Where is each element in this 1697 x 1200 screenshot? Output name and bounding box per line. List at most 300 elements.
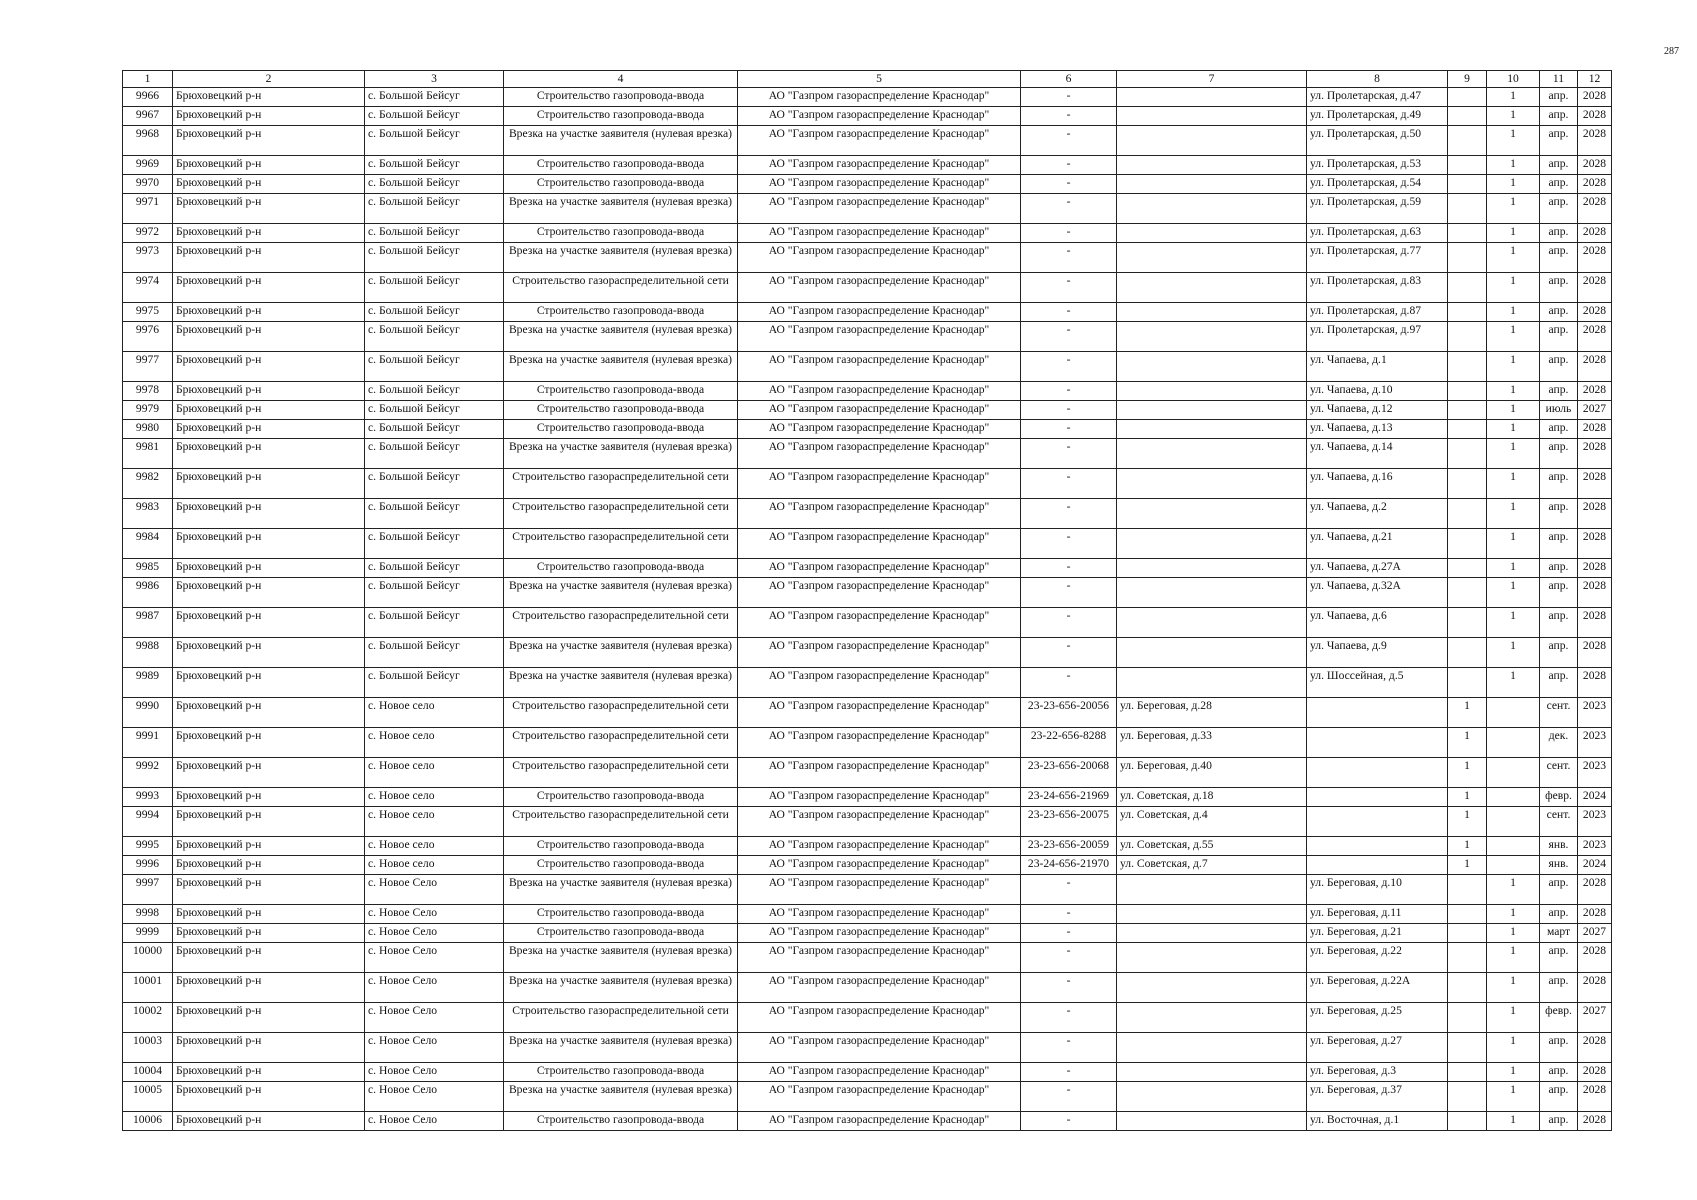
work-type-cell: Строительство газопровода-ввода xyxy=(504,107,738,126)
work-type-cell: Врезка на участке заявителя (нулевая врезка) xyxy=(504,578,738,608)
month-cell: апр. xyxy=(1540,529,1578,559)
work-type-cell: Строительство газораспределительной сети xyxy=(504,499,738,529)
work-type-cell: Строительство газораспределительной сети xyxy=(504,529,738,559)
work-type-cell: Врезка на участке заявителя (нулевая врезка) xyxy=(504,194,738,224)
count-alt-cell: 1 xyxy=(1487,322,1540,352)
table-row xyxy=(123,107,1612,126)
month-cell: сент. xyxy=(1540,698,1578,728)
month-cell: апр. xyxy=(1540,1082,1578,1112)
address-alt-cell: ул. Береговая, д.10 xyxy=(1307,875,1448,905)
district-cell: Брюховецкий р-н xyxy=(173,788,365,807)
district-cell: Брюховецкий р-н xyxy=(173,224,365,243)
row-number: 9984 xyxy=(123,529,173,559)
address-cell: ул. Береговая, д.40 xyxy=(1117,758,1307,788)
count-cell xyxy=(1448,973,1487,1003)
count-alt-cell: 1 xyxy=(1487,578,1540,608)
settlement-cell: с. Большой Бейсуг xyxy=(365,439,504,469)
address-cell xyxy=(1117,943,1307,973)
count-alt-cell: 1 xyxy=(1487,156,1540,175)
address-cell xyxy=(1117,107,1307,126)
month-cell: апр. xyxy=(1540,875,1578,905)
settlement-cell: с. Большой Бейсуг xyxy=(365,608,504,638)
year-cell: 2023 xyxy=(1578,698,1612,728)
month-cell: апр. xyxy=(1540,382,1578,401)
count-cell xyxy=(1448,1112,1487,1131)
settlement-cell: с. Новое село xyxy=(365,807,504,837)
work-type-cell: Врезка на участке заявителя (нулевая врезка) xyxy=(504,668,738,698)
address-cell xyxy=(1117,973,1307,1003)
count-cell xyxy=(1448,303,1487,322)
table-row xyxy=(123,156,1612,175)
table-row xyxy=(123,807,1612,837)
address-alt-cell: ул. Береговая, д.22 xyxy=(1307,943,1448,973)
col-header: 1 xyxy=(123,71,173,88)
count-alt-cell: 1 xyxy=(1487,194,1540,224)
application-number-cell: 23-23-656-20075 xyxy=(1021,807,1117,837)
organization-cell: АО "Газпром газораспределение Краснодар" xyxy=(738,578,1021,608)
row-number: 9996 xyxy=(123,856,173,875)
month-cell: апр. xyxy=(1540,194,1578,224)
address-cell xyxy=(1117,194,1307,224)
work-type-cell: Строительство газораспределительной сети xyxy=(504,728,738,758)
col-header: 7 xyxy=(1117,71,1307,88)
settlement-cell: с. Большой Бейсуг xyxy=(365,420,504,439)
district-cell: Брюховецкий р-н xyxy=(173,439,365,469)
settlement-cell: с. Большой Бейсуг xyxy=(365,322,504,352)
table-row xyxy=(123,905,1612,924)
row-number: 10001 xyxy=(123,973,173,1003)
address-cell xyxy=(1117,608,1307,638)
district-cell: Брюховецкий р-н xyxy=(173,1082,365,1112)
work-type-cell: Строительство газопровода-ввода xyxy=(504,382,738,401)
address-cell xyxy=(1117,303,1307,322)
year-cell: 2023 xyxy=(1578,807,1612,837)
district-cell: Брюховецкий р-н xyxy=(173,1063,365,1082)
organization-cell: АО "Газпром газораспределение Краснодар" xyxy=(738,1033,1021,1063)
settlement-cell: с. Большой Бейсуг xyxy=(365,401,504,420)
work-type-cell: Врезка на участке заявителя (нулевая врезка) xyxy=(504,943,738,973)
settlement-cell: с. Новое село xyxy=(365,698,504,728)
year-cell: 2028 xyxy=(1578,156,1612,175)
month-cell: апр. xyxy=(1540,420,1578,439)
month-cell: апр. xyxy=(1540,175,1578,194)
row-number: 9968 xyxy=(123,126,173,156)
settlement-cell: с. Большой Бейсуг xyxy=(365,194,504,224)
count-cell xyxy=(1448,559,1487,578)
organization-cell: АО "Газпром газораспределение Краснодар" xyxy=(738,559,1021,578)
year-cell: 2023 xyxy=(1578,758,1612,788)
count-alt-cell: 1 xyxy=(1487,420,1540,439)
address-alt-cell xyxy=(1307,788,1448,807)
address-alt-cell: ул. Пролетарская, д.83 xyxy=(1307,273,1448,303)
month-cell: февр. xyxy=(1540,1003,1578,1033)
application-number-cell: 23-24-656-21970 xyxy=(1021,856,1117,875)
district-cell: Брюховецкий р-н xyxy=(173,529,365,559)
settlement-cell: с. Новое Село xyxy=(365,1112,504,1131)
work-type-cell: Врезка на участке заявителя (нулевая врезка) xyxy=(504,638,738,668)
district-cell: Брюховецкий р-н xyxy=(173,638,365,668)
table-row xyxy=(123,856,1612,875)
address-alt-cell: ул. Береговая, д.22А xyxy=(1307,973,1448,1003)
count-alt-cell: 1 xyxy=(1487,1082,1540,1112)
year-cell: 2028 xyxy=(1578,578,1612,608)
district-cell: Брюховецкий р-н xyxy=(173,668,365,698)
organization-cell: АО "Газпром газораспределение Краснодар" xyxy=(738,638,1021,668)
address-alt-cell xyxy=(1307,758,1448,788)
count-alt-cell: 1 xyxy=(1487,905,1540,924)
application-number-cell: - xyxy=(1021,529,1117,559)
count-cell xyxy=(1448,943,1487,973)
application-number-cell: - xyxy=(1021,224,1117,243)
address-alt-cell: ул. Чапаева, д.2 xyxy=(1307,499,1448,529)
work-type-cell: Строительство газопровода-ввода xyxy=(504,88,738,107)
address-cell xyxy=(1117,469,1307,499)
work-type-cell: Врезка на участке заявителя (нулевая врезка) xyxy=(504,439,738,469)
count-cell xyxy=(1448,352,1487,382)
count-alt-cell: 1 xyxy=(1487,243,1540,273)
month-cell: апр. xyxy=(1540,973,1578,1003)
col-header: 11 xyxy=(1540,71,1578,88)
application-number-cell: - xyxy=(1021,668,1117,698)
count-alt-cell: 1 xyxy=(1487,943,1540,973)
row-number: 9982 xyxy=(123,469,173,499)
year-cell: 2023 xyxy=(1578,837,1612,856)
address-alt-cell: ул. Пролетарская, д.59 xyxy=(1307,194,1448,224)
address-alt-cell: ул. Чапаева, д.10 xyxy=(1307,382,1448,401)
organization-cell: АО "Газпром газораспределение Краснодар" xyxy=(738,875,1021,905)
address-cell: ул. Береговая, д.28 xyxy=(1117,698,1307,728)
year-cell: 2028 xyxy=(1578,322,1612,352)
table-row xyxy=(123,175,1612,194)
row-number: 9991 xyxy=(123,728,173,758)
address-cell xyxy=(1117,175,1307,194)
table-body xyxy=(123,88,1612,1131)
settlement-cell: с. Большой Бейсуг xyxy=(365,382,504,401)
month-cell: апр. xyxy=(1540,1112,1578,1131)
table-row xyxy=(123,1112,1612,1131)
row-number: 10006 xyxy=(123,1112,173,1131)
organization-cell: АО "Газпром газораспределение Краснодар" xyxy=(738,401,1021,420)
table-row xyxy=(123,420,1612,439)
count-alt-cell: 1 xyxy=(1487,529,1540,559)
row-number: 9972 xyxy=(123,224,173,243)
year-cell: 2028 xyxy=(1578,559,1612,578)
application-number-cell: - xyxy=(1021,382,1117,401)
application-number-cell: - xyxy=(1021,273,1117,303)
application-number-cell: - xyxy=(1021,420,1117,439)
count-alt-cell: 1 xyxy=(1487,973,1540,1003)
row-number: 9997 xyxy=(123,875,173,905)
settlement-cell: с. Новое село xyxy=(365,856,504,875)
col-header: 10 xyxy=(1487,71,1540,88)
year-cell: 2028 xyxy=(1578,499,1612,529)
table-row xyxy=(123,499,1612,529)
settlement-cell: с. Новое Село xyxy=(365,1063,504,1082)
count-alt-cell: 1 xyxy=(1487,401,1540,420)
settlement-cell: с. Новое Село xyxy=(365,905,504,924)
year-cell: 2028 xyxy=(1578,224,1612,243)
count-cell xyxy=(1448,529,1487,559)
address-cell xyxy=(1117,924,1307,943)
month-cell: апр. xyxy=(1540,322,1578,352)
work-type-cell: Врезка на участке заявителя (нулевая врезка) xyxy=(504,243,738,273)
table-row xyxy=(123,322,1612,352)
address-alt-cell: ул. Пролетарская, д.77 xyxy=(1307,243,1448,273)
count-cell xyxy=(1448,439,1487,469)
district-cell: Брюховецкий р-н xyxy=(173,1112,365,1131)
row-number: 9990 xyxy=(123,698,173,728)
row-number: 9987 xyxy=(123,608,173,638)
application-number-cell: - xyxy=(1021,156,1117,175)
organization-cell: АО "Газпром газораспределение Краснодар" xyxy=(738,439,1021,469)
application-number-cell: - xyxy=(1021,469,1117,499)
application-number-cell: - xyxy=(1021,499,1117,529)
month-cell: апр. xyxy=(1540,126,1578,156)
count-alt-cell xyxy=(1487,837,1540,856)
table-row xyxy=(123,578,1612,608)
organization-cell: АО "Газпром газораспределение Краснодар" xyxy=(738,1112,1021,1131)
count-alt-cell: 1 xyxy=(1487,224,1540,243)
address-cell xyxy=(1117,273,1307,303)
month-cell: март xyxy=(1540,924,1578,943)
count-cell xyxy=(1448,499,1487,529)
application-number-cell: 23-23-656-20059 xyxy=(1021,837,1117,856)
table-row xyxy=(123,1082,1612,1112)
year-cell: 2028 xyxy=(1578,668,1612,698)
organization-cell: АО "Газпром газораспределение Краснодар" xyxy=(738,943,1021,973)
count-alt-cell: 1 xyxy=(1487,1112,1540,1131)
address-alt-cell: ул. Пролетарская, д.63 xyxy=(1307,224,1448,243)
work-type-cell: Строительство газопровода-ввода xyxy=(504,837,738,856)
application-number-cell: - xyxy=(1021,559,1117,578)
address-cell xyxy=(1117,439,1307,469)
district-cell: Брюховецкий р-н xyxy=(173,420,365,439)
address-alt-cell: ул. Чапаева, д.13 xyxy=(1307,420,1448,439)
district-cell: Брюховецкий р-н xyxy=(173,758,365,788)
count-cell xyxy=(1448,126,1487,156)
address-cell xyxy=(1117,88,1307,107)
address-cell: ул. Береговая, д.33 xyxy=(1117,728,1307,758)
address-cell xyxy=(1117,420,1307,439)
settlement-cell: с. Новое Село xyxy=(365,1003,504,1033)
address-cell xyxy=(1117,559,1307,578)
organization-cell: АО "Газпром газораспределение Краснодар" xyxy=(738,728,1021,758)
count-cell xyxy=(1448,608,1487,638)
address-cell xyxy=(1117,352,1307,382)
year-cell: 2028 xyxy=(1578,638,1612,668)
application-number-cell: - xyxy=(1021,401,1117,420)
month-cell: апр. xyxy=(1540,156,1578,175)
organization-cell: АО "Газпром газораспределение Краснодар" xyxy=(738,420,1021,439)
row-number: 9966 xyxy=(123,88,173,107)
organization-cell: АО "Газпром газораспределение Краснодар" xyxy=(738,224,1021,243)
address-cell: ул. Советская, д.4 xyxy=(1117,807,1307,837)
application-number-cell: - xyxy=(1021,126,1117,156)
year-cell: 2028 xyxy=(1578,973,1612,1003)
application-number-cell: - xyxy=(1021,107,1117,126)
work-type-cell: Строительство газопровода-ввода xyxy=(504,156,738,175)
table-row xyxy=(123,194,1612,224)
count-cell xyxy=(1448,401,1487,420)
organization-cell: АО "Газпром газораспределение Краснодар" xyxy=(738,807,1021,837)
organization-cell: АО "Газпром газораспределение Краснодар" xyxy=(738,788,1021,807)
address-alt-cell: ул. Пролетарская, д.47 xyxy=(1307,88,1448,107)
row-number: 9979 xyxy=(123,401,173,420)
settlement-cell: с. Новое село xyxy=(365,758,504,788)
settlement-cell: с. Новое село xyxy=(365,837,504,856)
row-number: 9967 xyxy=(123,107,173,126)
table-row xyxy=(123,608,1612,638)
month-cell: янв. xyxy=(1540,837,1578,856)
address-cell xyxy=(1117,126,1307,156)
count-alt-cell: 1 xyxy=(1487,1063,1540,1082)
table-row xyxy=(123,728,1612,758)
settlement-cell: с. Большой Бейсуг xyxy=(365,126,504,156)
header-row xyxy=(123,71,1612,88)
table-row xyxy=(123,529,1612,559)
organization-cell: АО "Газпром газораспределение Краснодар" xyxy=(738,175,1021,194)
application-number-cell: - xyxy=(1021,439,1117,469)
settlement-cell: с. Большой Бейсуг xyxy=(365,243,504,273)
table-row xyxy=(123,668,1612,698)
address-cell xyxy=(1117,499,1307,529)
year-cell: 2027 xyxy=(1578,401,1612,420)
address-alt-cell: ул. Пролетарская, д.53 xyxy=(1307,156,1448,175)
district-cell: Брюховецкий р-н xyxy=(173,273,365,303)
count-cell xyxy=(1448,194,1487,224)
table-row xyxy=(123,439,1612,469)
address-cell xyxy=(1117,156,1307,175)
settlement-cell: с. Большой Бейсуг xyxy=(365,303,504,322)
count-alt-cell: 1 xyxy=(1487,107,1540,126)
month-cell: дек. xyxy=(1540,728,1578,758)
count-cell: 1 xyxy=(1448,788,1487,807)
organization-cell: АО "Газпром газораспределение Краснодар" xyxy=(738,905,1021,924)
table-row xyxy=(123,875,1612,905)
address-alt-cell: ул. Чапаева, д.12 xyxy=(1307,401,1448,420)
work-type-cell: Строительство газораспределительной сети xyxy=(504,469,738,499)
district-cell: Брюховецкий р-н xyxy=(173,943,365,973)
year-cell: 2028 xyxy=(1578,107,1612,126)
year-cell: 2028 xyxy=(1578,273,1612,303)
settlement-cell: с. Новое село xyxy=(365,728,504,758)
month-cell: апр. xyxy=(1540,1063,1578,1082)
district-cell: Брюховецкий р-н xyxy=(173,382,365,401)
month-cell: апр. xyxy=(1540,352,1578,382)
row-number: 9981 xyxy=(123,439,173,469)
month-cell: апр. xyxy=(1540,88,1578,107)
count-cell xyxy=(1448,224,1487,243)
district-cell: Брюховецкий р-н xyxy=(173,973,365,1003)
application-number-cell: - xyxy=(1021,578,1117,608)
address-alt-cell: ул. Чапаева, д.14 xyxy=(1307,439,1448,469)
table-row xyxy=(123,837,1612,856)
district-cell: Брюховецкий р-н xyxy=(173,126,365,156)
year-cell: 2028 xyxy=(1578,194,1612,224)
row-number: 9977 xyxy=(123,352,173,382)
address-cell xyxy=(1117,668,1307,698)
row-number: 9973 xyxy=(123,243,173,273)
settlement-cell: с. Большой Бейсуг xyxy=(365,529,504,559)
address-alt-cell: ул. Пролетарская, д.50 xyxy=(1307,126,1448,156)
year-cell: 2028 xyxy=(1578,382,1612,401)
row-number: 9998 xyxy=(123,905,173,924)
work-type-cell: Строительство газораспределительной сети xyxy=(504,1003,738,1033)
organization-cell: АО "Газпром газораспределение Краснодар" xyxy=(738,243,1021,273)
count-alt-cell: 1 xyxy=(1487,638,1540,668)
application-number-cell: - xyxy=(1021,1082,1117,1112)
count-alt-cell: 1 xyxy=(1487,499,1540,529)
row-number: 10003 xyxy=(123,1033,173,1063)
settlement-cell: с. Большой Бейсуг xyxy=(365,88,504,107)
table-row xyxy=(123,352,1612,382)
count-alt-cell: 1 xyxy=(1487,924,1540,943)
address-alt-cell: ул. Пролетарская, д.49 xyxy=(1307,107,1448,126)
count-cell xyxy=(1448,175,1487,194)
count-cell xyxy=(1448,88,1487,107)
row-number: 9970 xyxy=(123,175,173,194)
address-cell xyxy=(1117,224,1307,243)
count-cell xyxy=(1448,1033,1487,1063)
address-alt-cell: ул. Чапаева, д.1 xyxy=(1307,352,1448,382)
organization-cell: АО "Газпром газораспределение Краснодар" xyxy=(738,1082,1021,1112)
count-alt-cell: 1 xyxy=(1487,126,1540,156)
month-cell: апр. xyxy=(1540,469,1578,499)
count-alt-cell: 1 xyxy=(1487,1003,1540,1033)
work-type-cell: Строительство газораспределительной сети xyxy=(504,698,738,728)
table-row xyxy=(123,88,1612,107)
organization-cell: АО "Газпром газораспределение Краснодар" xyxy=(738,88,1021,107)
count-alt-cell xyxy=(1487,758,1540,788)
count-cell: 1 xyxy=(1448,758,1487,788)
month-cell: янв. xyxy=(1540,856,1578,875)
settlement-cell: с. Новое Село xyxy=(365,875,504,905)
year-cell: 2024 xyxy=(1578,856,1612,875)
address-cell xyxy=(1117,905,1307,924)
district-cell: Брюховецкий р-н xyxy=(173,194,365,224)
col-header: 8 xyxy=(1307,71,1448,88)
address-alt-cell: ул. Чапаева, д.6 xyxy=(1307,608,1448,638)
application-number-cell: 23-22-656-8288 xyxy=(1021,728,1117,758)
table-row xyxy=(123,126,1612,156)
application-number-cell: 23-23-656-20056 xyxy=(1021,698,1117,728)
count-alt-cell: 1 xyxy=(1487,469,1540,499)
col-header: 6 xyxy=(1021,71,1117,88)
organization-cell: АО "Газпром газораспределение Краснодар" xyxy=(738,1003,1021,1033)
address-alt-cell: ул. Шоссейная, д.5 xyxy=(1307,668,1448,698)
row-number: 10005 xyxy=(123,1082,173,1112)
settlement-cell: с. Большой Бейсуг xyxy=(365,107,504,126)
organization-cell: АО "Газпром газораспределение Краснодар" xyxy=(738,668,1021,698)
table-row xyxy=(123,1063,1612,1082)
settlement-cell: с. Большой Бейсуг xyxy=(365,668,504,698)
settlement-cell: с. Новое Село xyxy=(365,1082,504,1112)
month-cell: сент. xyxy=(1540,807,1578,837)
month-cell: апр. xyxy=(1540,608,1578,638)
col-header: 4 xyxy=(504,71,738,88)
address-cell: ул. Советская, д.7 xyxy=(1117,856,1307,875)
col-header: 2 xyxy=(173,71,365,88)
year-cell: 2028 xyxy=(1578,439,1612,469)
table-row xyxy=(123,943,1612,973)
work-type-cell: Врезка на участке заявителя (нулевая врезка) xyxy=(504,875,738,905)
row-number: 9995 xyxy=(123,837,173,856)
work-type-cell: Врезка на участке заявителя (нулевая врезка) xyxy=(504,1082,738,1112)
settlement-cell: с. Большой Бейсуг xyxy=(365,499,504,529)
organization-cell: АО "Газпром газораспределение Краснодар" xyxy=(738,107,1021,126)
organization-cell: АО "Газпром газораспределение Краснодар" xyxy=(738,529,1021,559)
count-cell xyxy=(1448,322,1487,352)
